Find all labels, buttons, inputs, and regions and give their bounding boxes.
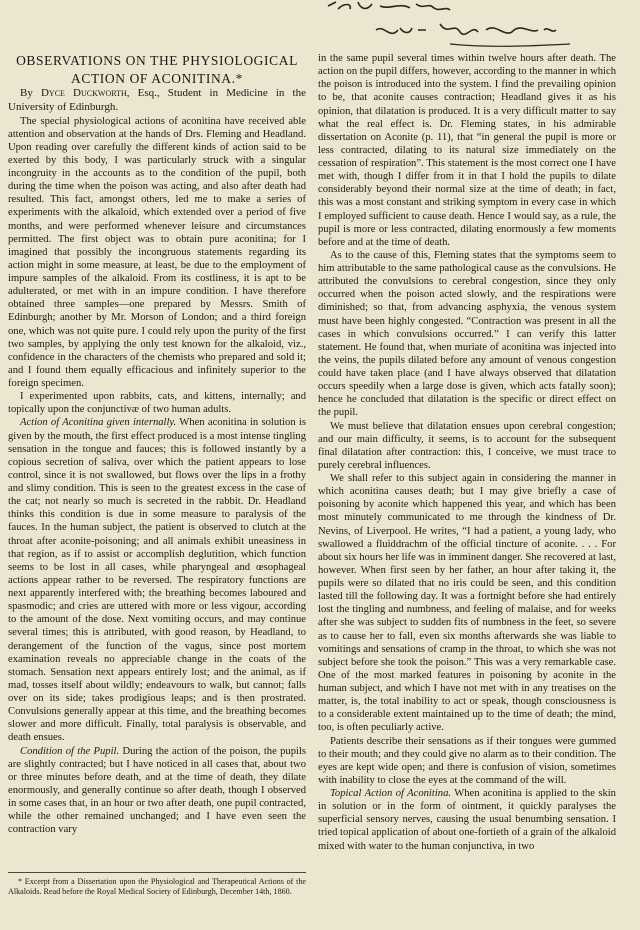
section-topical <box>318 787 616 853</box>
left-column <box>8 52 306 836</box>
article-title: OBSERVATIONS ON THE PHYSIOLOGICAL ACTION OF ACONITINA.* <box>16 53 298 86</box>
section-heading-pupil: Condition of the Pupil. <box>20 745 120 757</box>
footnote-text: * Excerpt from a Dissertation upon the Physiological and Therapeutical Actions of the Alkaloids. Read before the Royal Medical Society of Edinburgh, December 14th, 1860. <box>8 877 306 896</box>
paragraph: The special physiological actions of aconitina have received able attention and observation at the hands of Drs. Fleming and Headland. Upon reading over carefully the different kinds of action said to be exerted by this body, I was particularly struck with a singular incongruity in the accounts as to the condition of the pupil, both during the time when the poison was acting, and also after death had resulted. This fact, amongst others, led me to make a series of experiments with the alkaloid, which extended over a period of five months, and were performed whenever leisure and circumstances permitted. The first object was to obtain pure aconitina; for I imagined that possibly the incongruous statements regarding its action might in some measure, at least, be due to the employment of impure samples of the alkaloid. From its costliness, it is apt to be adulterated, or met with in an impure condition. I have therefore obtained three samples—one prepared by Messrs. Smith of Edinburgh; another by Mr. Morson of London; and a third foreign one, which was not quite pure. I could rely upon the purity of the first two samples, by applying the only test known for the alkaloid, viz., confidence in the characters of the chemists who prepared and sold it; and I found them equally efficacious and infinitely superior to the foreign specimen. <box>8 115 306 390</box>
handwritten-inscription <box>300 0 630 52</box>
paragraph: I experimented upon rabbits, cats, and kittens, internally; and topically upon the conjunctivæ of two human adults. <box>8 391 306 416</box>
right-column <box>318 52 616 853</box>
section-text-topical: When aconitina is applied to the skin in solution or in the form of ointment, it quickly paralyses the superficial sensory nerves, causing the usual benumbing sensation. I tried topical application of about one-fortieth of a grain of the alkaloid mixed with water to the human conjunctiva, in two <box>318 788 616 852</box>
paragraph: We must believe that dilatation ensues upon cerebral congestion; and our main difficulty, it seems, is to account for the subsequent final dilatation after contraction: this, I conceive, we must trace to purely cerebral influences. <box>318 420 616 471</box>
section-text-pupil: During the action of the poison, the pupils are slightly contracted; but I have noticed in all cases that, about two or three minutes before death, and at the time of death, they dilate enormously, and generally continue so after death, though I observed in some cases that, in an hour or two after death, one pupil contracted, while the other remained unchanged; and I have even seen the contraction vary <box>8 745 307 836</box>
section-heading-topical: Topical Action of Aconitina. <box>330 788 452 799</box>
paragraph: in the same pupil several times within twelve hours after death. The action on the pupil differs, however, according to the manner in which the poison is introduced into the system. I find the prevailing opinion to be, that aconite causes contraction; Headland gives it as his opinion, that dilatation is produced. It is a very difficult matter to say what the real effect is. Dr. Fleming states, in his admirable dissertation on Aconite (p. 11), that “in general the pupil is more or less contracted, dilating to its natural size immediately on the cessation of respiration”. This statement is the most correct one I have met with, though I differ from it in that I hold the pupils to dilate considerably beyond their normal size at the time of death; in fact, this was a most constant and striking symptom in every case in which I employed sufficient to cause death. Hence I would say, as a rule, the pupil is more or less contracted, dilating enormously a few moments before and at the time of death. <box>318 53 616 248</box>
byline <box>8 87 306 115</box>
section-internal <box>8 416 306 744</box>
section-text-internal: When aconitina in solution is given by the mouth, the first effect produced is a most intense tingling sensation in the tongue and fauces; this is followed instantly by a copious secretion of saliva, over which the patient appears to lose control, since it is not swallowed, but flows over the lips in a frothy and slimy condition. This is seen to the greatest excess in the case of the cat; not nearly so much is secreted in the rabbit. Dr. Headland thinks this condition is due in some measure to paralysis of the fauces. In the human subject, the patient is observed to clutch at the throat after aconite-poisoning; and all animals exhibit uneasiness in that region, as if to assist or accomplish deglutition, which function seems to be lost in all cases, while pharyngeal and œsophageal actions appear rather to be reversed. The respiratory functions are next apparently interfered with; the breathing becomes laboured and spasmodic; and cries are uttered with more or less vigour, according to the amount of the dose. Next vomiting occurs, and may continue several times; this is attributed, with good reason, by Headland, to derangement of the function of the vagus, since post mortem examination reveals no appreciable change in the coats of the stomach. Sensation next appears entirely lost; and the animal, as if mad, tosses itself about wildly; endeavours to walk, but cannot; falls over on its side; takes prodigious leaps; and is then prostrated. Convulsions generally appear at this time, and the breathing becomes slower and more difficult. Finally, total paralysis is observable, and death ensues. <box>8 417 306 744</box>
footnote <box>8 872 306 896</box>
byline-affiliation: , Esq., Student in Medicine in the University of Edinburgh. <box>8 87 306 113</box>
section-heading-internal: Action of Aconitina given internally. <box>20 417 177 429</box>
byline-prefix: By <box>20 87 33 100</box>
author-name: Dyce Duckworth <box>40 87 127 100</box>
paragraph: As to the cause of this, Fleming states that the symptoms seem to him attributable to the same pathological cause as the convulsions. He attributed the convulsions to cerebral congestion, since they only occurred when the poison acted slowly, and the respirations were diminished; so that, from advancing asphyxia, the venous system must have been highly congested. “Contraction was present in all the cases in which convulsions occurred.” I can verify this latter statement. He found that, when muriate of aconitina was injected into the veins, the pupils dilated before any amount of venous congestion could have taken place (and I have always observed that dilatation occurs speedily when a large dose is given, which acts fatally soon); hence he concluded that dilatation is the specific or direct effect on the pupil. <box>318 249 616 419</box>
paragraph: We shall refer to this subject again in considering the manner in which aconitina causes death; but I may give briefly a case of poisoning by aconite which happened this year, and which has been most minutely communicated to me through the kindness of Dr. Nevins, of Liverpool. He writes, “I had a patient, a young lady, who swallowed a fluiddrachm of the official tincture of aconite. . . . For about six hours her life was in imminent danger. She recovered at last, however. When first seen by her father, an hour after taking it, the pupils were so dilated that no iris could be seen, and this condition lasted till the following day. It was a fortnight before she had entirely lost the tingling and numbness, and feeling of malaise, and for weeks after she was subject to sudden fits of numbness in the feet, so severe as to cause her to fall, even six months afterwards she was liable to vomitings and sensations of cramp in the throat, to which she was not subject before she took the poison.” This was a very remarkable case. One of the most marked features in poisoning by aconite in the human subject, and which I have not met with in any treatises on the matter, is, the total inability to act or speak, though consciousness is to a considerable extent maintained up to the time of death; the mind, too, is often peculiarly active. <box>318 473 616 734</box>
section-pupil <box>8 745 306 837</box>
paragraph: Patients describe their sensations as if their tongues were gummed to their mouth; and they could give no alarm as to their condition. The eyes are kept wide open; and there is confusion of vision, sometimes with inability to close the eyes at the command of the will. <box>318 735 616 786</box>
